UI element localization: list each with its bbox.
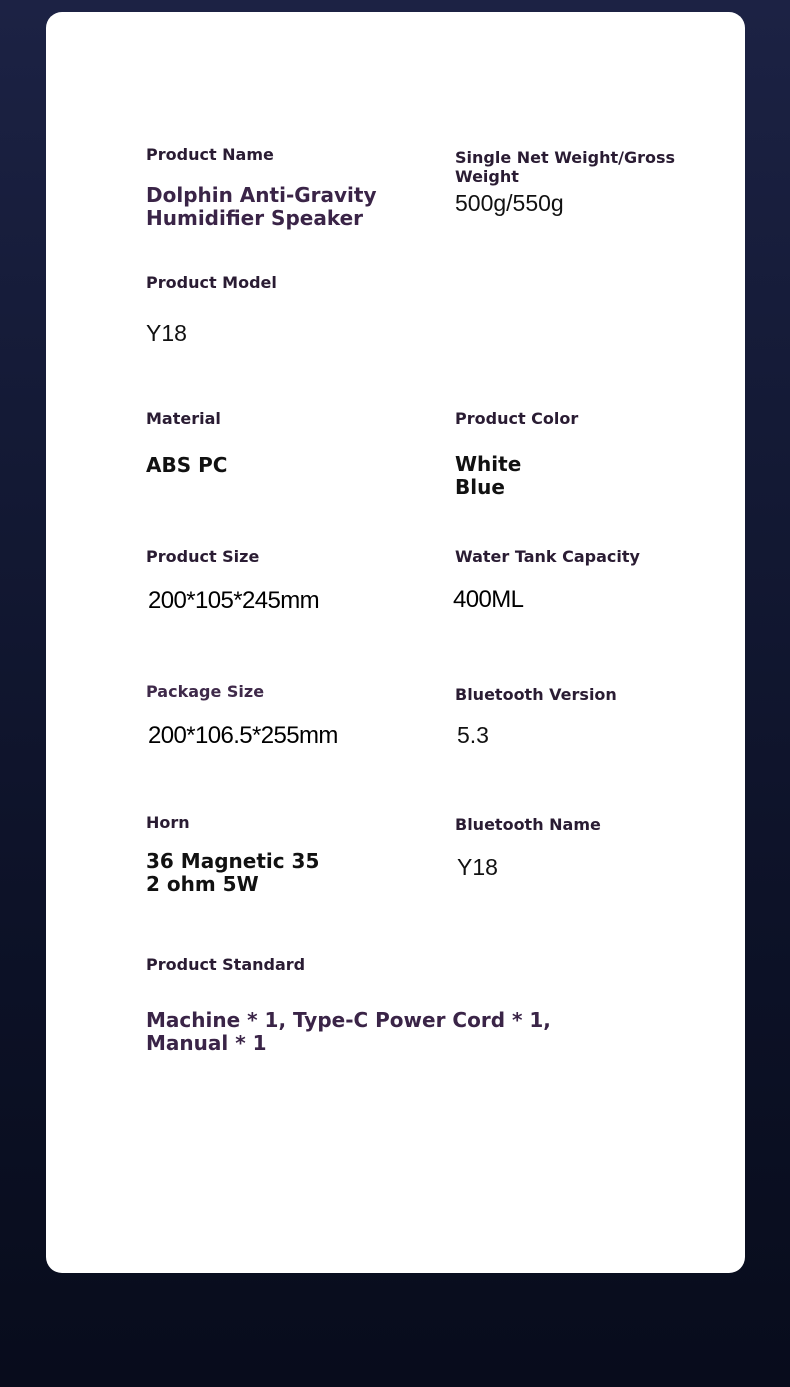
spec-label: Product Size [146,547,260,566]
spec-product-name [146,145,377,230]
spec-horn [146,813,319,896]
spec-value: Y18 [146,320,187,346]
spec-value: 500g/550g [455,190,564,216]
spec-label: Product Model [146,273,277,292]
spec-value: ABS PC [146,453,228,477]
spec-label: Single Net Weight/Gross Weight [455,148,676,186]
spec-bt-version [455,685,617,748]
spec-material [146,409,227,477]
spec-value: 36 Magnetic 35 2 ohm 5W [146,849,320,896]
spec-label: Water Tank Capacity [455,547,640,566]
spec-label: Bluetooth Version [455,685,617,704]
spec-size [146,547,319,614]
spec-tank [455,547,640,613]
spec-bt-name [455,815,601,880]
spec-value: White Blue [455,452,522,499]
spec-label: Material [146,409,221,428]
spec-value: 5.3 [457,722,489,748]
spec-value: Y18 [457,854,498,880]
spec-label: Product Color [455,409,579,428]
spec-value: Dolphin Anti-Gravity Humidifier Speaker [146,183,377,230]
spec-card [46,12,745,1273]
spec-standard [146,955,551,1055]
spec-label: Horn [146,813,190,832]
spec-label: Product Name [146,145,274,164]
spec-label: Bluetooth Name [455,815,601,834]
spec-weight [455,148,685,216]
spec-value: 200*106.5*255mm [148,722,338,749]
spec-model [146,273,277,346]
spec-package [146,682,338,749]
spec-value: 200*105*245mm [148,587,319,614]
spec-label: Package Size [146,682,265,701]
spec-value: 400ML [453,586,524,613]
spec-color [455,409,578,499]
spec-label: Product Standard [146,955,306,974]
spec-value: Machine * 1, Type-C Power Cord * 1, Manual * 1 [146,1008,551,1055]
